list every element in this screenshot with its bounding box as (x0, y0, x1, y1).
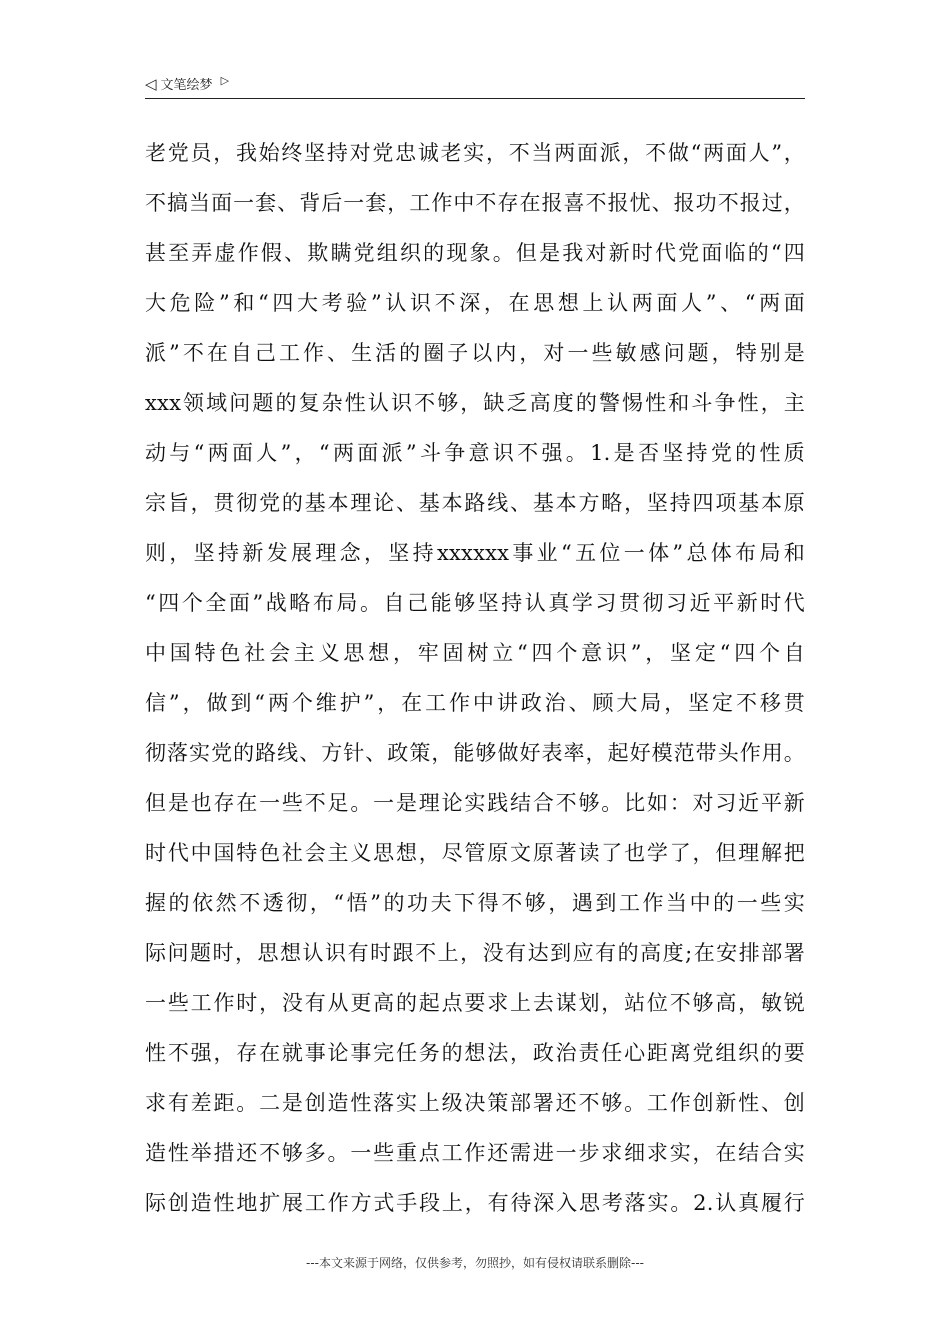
page-header (145, 72, 805, 99)
body-line: 时代中国特色社会主义思想，尽管原文原著读了也学了，但理解把 (145, 841, 805, 865)
body-line: 彻落实党的路线、方针、政策，能够做好表率，起好模范带头作用。 (145, 741, 805, 765)
triangle-left-icon: ◁ (145, 74, 157, 93)
body-line: 但是也存在一些不足。一是理论实践结合不够。比如：对习近平新 (145, 791, 805, 815)
body-line: 求有差距。二是创造性落实上级决策部署还不够。工作创新性、创 (145, 1091, 805, 1115)
body-line: 甚至弄虚作假、欺瞒党组织的现象。但是我对新时代党面临的“四 (145, 241, 805, 265)
header-brand (145, 74, 229, 93)
body-line: 动与“两面人”，“两面派”斗争意识不强。1.是否坚持党的性质 (145, 441, 805, 465)
body-line: 派”不在自己工作、生活的圈子以内，对一些敏感问题，特别是 (145, 341, 805, 365)
body-line: 际创造性地扩展工作方式手段上，有待深入思考落实。2.认真履行 (145, 1191, 805, 1215)
document-body (145, 128, 805, 1228)
brand-name: 文笔绘梦 (160, 78, 213, 93)
body-line: 性不强，存在就事论事完任务的想法，政治责任心距离党组织的要 (145, 1041, 805, 1065)
body-line: 老党员，我始终坚持对党忠诚老实，不当两面派，不做“两面人”， (145, 141, 805, 165)
body-line: 不搞当面一套、背后一套，工作中不存在报喜不报忧、报功不报过， (145, 191, 805, 215)
body-line: 握的依然不透彻，“悟”的功夫下得不够，遇到工作当中的一些实 (145, 891, 805, 915)
body-line: xxx领域问题的复杂性认识不够，缺乏高度的警惕性和斗争性，主 (145, 391, 805, 415)
body-line: 际问题时，思想认识有时跟不上，没有达到应有的高度;在安排部署 (145, 941, 805, 965)
body-line: “四个全面”战略布局。自己能够坚持认真学习贯彻习近平新时代 (145, 591, 805, 615)
triangle-right-icon: ▷ (220, 74, 230, 87)
body-line: 大危险”和“四大考验”认识不深，在思想上认两面人”、“两面 (145, 291, 805, 315)
body-line: 则，坚持新发展理念，坚持xxxxxx事业“五位一体”总体布局和 (145, 541, 805, 565)
body-line: 中国特色社会主义思想，牢固树立“四个意识”，坚定“四个自 (145, 641, 805, 665)
body-line: 信”，做到“两个维护”，在工作中讲政治、顾大局，坚定不移贯 (145, 691, 805, 715)
body-line: 造性举措还不够多。一些重点工作还需进一步求细求实，在结合实 (145, 1141, 805, 1165)
body-line: 一些工作时，没有从更高的起点要求上去谋划，站位不够高，敏锐 (145, 991, 805, 1015)
page-footer: ---本文来源于网络，仅供参考，勿照抄，如有侵权请联系删除--- (306, 1256, 644, 1270)
body-line: 宗旨，贯彻党的基本理论、基本路线、基本方略，坚持四项基本原 (145, 491, 805, 515)
